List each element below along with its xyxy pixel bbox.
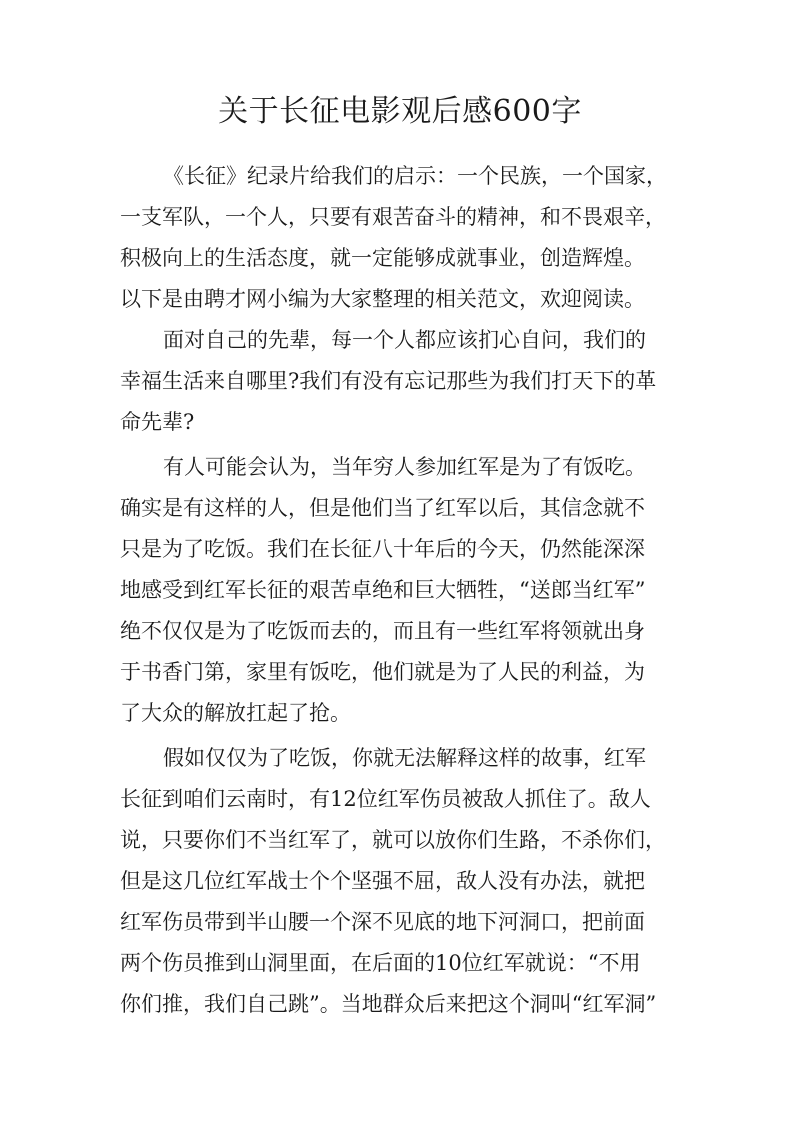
- paragraph-1-line-4: 以下是由聘才网小编为大家整理的相关范文，欢迎阅读。: [120, 287, 645, 311]
- paragraph-3-line-4: 地感受到红军长征的艰苦卓绝和巨大牺牲，“送郎当红军”: [120, 578, 646, 602]
- paragraph-1-line-3: 积极向上的生活态度，就一定能够成就事业，创造辉煌。: [120, 246, 645, 270]
- paragraph-3-line-7: 了大众的解放扛起了抢。: [120, 701, 351, 725]
- paragraph-3-line-2: 确实是有这样的人，但是他们当了红军以后，其信念就不: [120, 496, 645, 520]
- paragraph-2-line-2: 幸福生活来自哪里?我们有没有忘记那些为我们打天下的革: [120, 369, 657, 393]
- paragraph-4-line-1: 假如仅仅为了吃饭，你就无法解释这样的故事，红军: [163, 746, 646, 770]
- paragraph-3-line-5: 绝不仅仅是为了吃饭而去的，而且有一些红军将领就出身: [120, 619, 645, 643]
- paragraph-4-line-2: 长征到咱们云南时，有12位红军伤员被敌人抓住了。敌人: [120, 787, 651, 811]
- document-title: 关于长征电影观后感600字: [218, 94, 582, 129]
- paragraph-4-line-7: 你们推，我们自己跳”。当地群众后来把这个洞叫“红军洞”: [120, 992, 657, 1016]
- paragraph-4-line-6: 两个伤员推到山洞里面，在后面的10位红军就说：“不用: [120, 951, 641, 975]
- paragraph-4-line-4: 但是这几位红军战士个个坚强不屈，敌人没有办法，就把: [120, 869, 645, 893]
- paragraph-1-line-2: 一支军队，一个人，只要有艰苦奋斗的精神，和不畏艰辛，: [120, 205, 666, 229]
- paragraph-3-line-6: 于书香门第，家里有饭吃，他们就是为了人民的利益，为: [120, 660, 645, 684]
- paragraph-3-line-1: 有人可能会认为，当年穷人参加红军是为了有饭吃。: [163, 455, 646, 479]
- paragraph-2-line-1: 面对自己的先辈，每一个人都应该扪心自问，我们的: [163, 328, 646, 352]
- paragraph-1-line-1: 《长征》纪录片给我们的启示：一个民族，一个国家，: [163, 164, 667, 188]
- paragraph-2-line-3: 命先辈?: [120, 410, 195, 434]
- paragraph-3-line-3: 只是为了吃饭。我们在长征八十年后的今天，仍然能深深: [120, 537, 645, 561]
- paragraph-4-line-3: 说，只要你们不当红军了，就可以放你们生路，不杀你们，: [120, 828, 666, 852]
- paragraph-4-line-5: 红军伤员带到半山腰一个深不见底的地下河洞口，把前面: [120, 910, 645, 934]
